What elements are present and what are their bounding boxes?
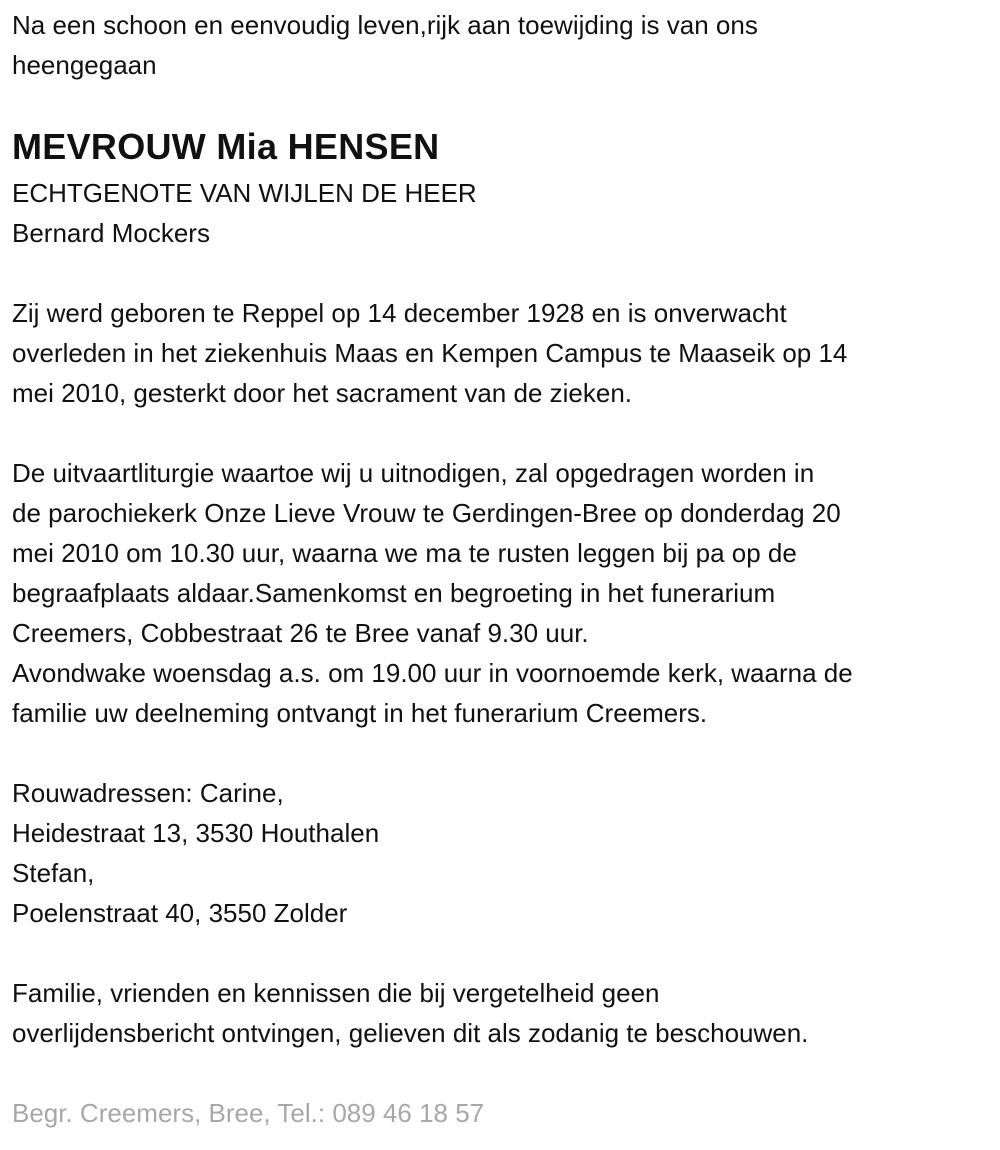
text-line: ECHTGENOTE VAN WIJLEN DE HEER xyxy=(12,178,477,208)
text-line: heengegaan xyxy=(12,50,157,80)
obituary-notice xyxy=(12,5,990,1133)
funeral-paragraph xyxy=(12,453,990,733)
funeral-home-footer: Begr. Creemers, Bree, Tel.: 089 46 18 57 xyxy=(12,1098,485,1128)
text-line: begraafplaats aldaar.Samenkomst en begroeting in het funerarium xyxy=(12,578,776,608)
text-line: Poelenstraat 40, 3550 Zolder xyxy=(12,898,348,928)
text-line: Bernard Mockers xyxy=(12,218,210,248)
birth-death-paragraph xyxy=(12,293,990,413)
text-line: Rouwadressen: Carine, xyxy=(12,778,284,808)
text-line: Stefan, xyxy=(12,858,95,888)
text-line: Familie, vrienden en kennissen die bij vergetelheid geen xyxy=(12,978,660,1008)
text-line: De uitvaartliturgie waartoe wij u uitnodigen, zal opgedragen worden in xyxy=(12,458,815,488)
text-line: mei 2010, gesterkt door het sacrament van de zieken. xyxy=(12,378,633,408)
text-line: Creemers, Cobbestraat 26 te Bree vanaf 9.30 uur. xyxy=(12,618,589,648)
spouse-paragraph xyxy=(12,173,990,253)
text-line: de parochiekerk Onze Lieve Vrouw te Gerdingen-Bree op donderdag 20 xyxy=(12,498,841,528)
text-line: Zij werd geboren te Reppel op 14 december 1928 en is onverwacht xyxy=(12,298,787,328)
closing-paragraph xyxy=(12,973,990,1053)
text-line: mei 2010 om 10.30 uur, waarna we ma te rusten leggen bij pa op de xyxy=(12,538,797,568)
addresses-paragraph xyxy=(12,773,990,933)
intro-paragraph xyxy=(12,5,990,85)
text-line: familie uw deelneming ontvangt in het funerarium Creemers. xyxy=(12,698,708,728)
text-line: Na een schoon en eenvoudig leven,rijk aan toewijding is van ons xyxy=(12,10,758,40)
text-line: overleden in het ziekenhuis Maas en Kempen Campus te Maaseik op 14 xyxy=(12,338,848,368)
text-line: overlijdensbericht ontvingen, gelieven dit als zodanig te beschouwen. xyxy=(12,1018,809,1048)
text-line: Heidestraat 13, 3530 Houthalen xyxy=(12,818,380,848)
text-line: Avondwake woensdag a.s. om 19.00 uur in voornoemde kerk, waarna de xyxy=(12,658,853,688)
deceased-name: MEVROUW Mia HENSEN xyxy=(12,126,440,167)
